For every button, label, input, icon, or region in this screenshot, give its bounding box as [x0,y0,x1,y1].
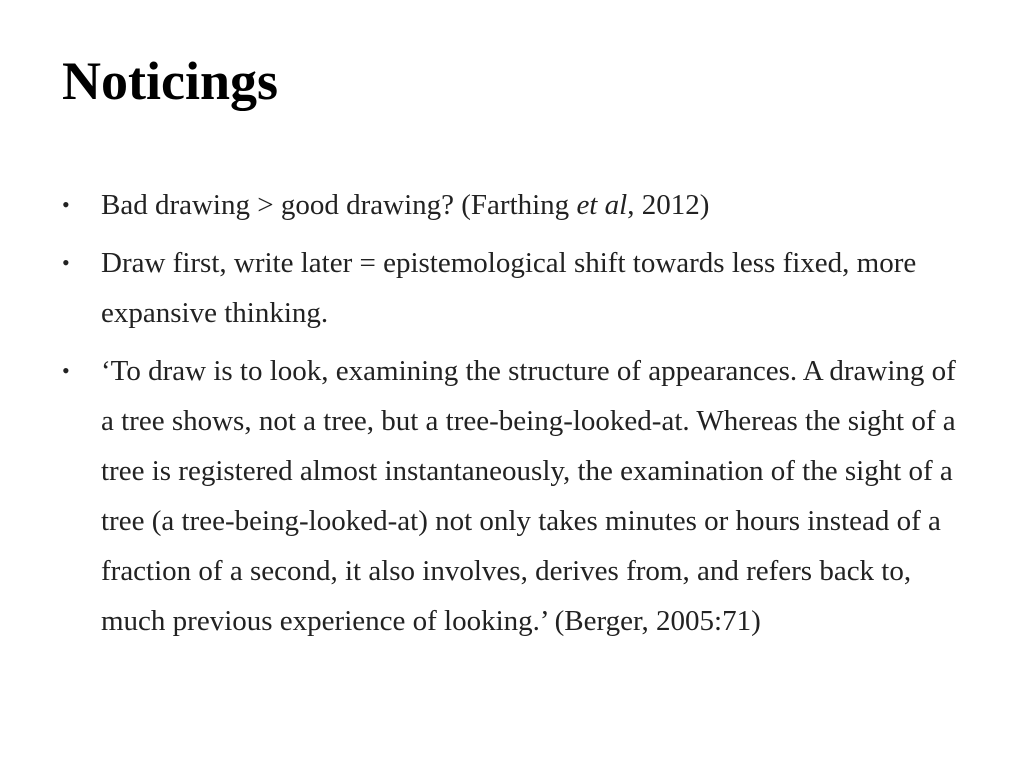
bullet-3-text: ‘To draw is to look, examining the structure of appearances. A drawing of a tree shows, not a tree, but a tree-being-looked-at. Whereas the sight of a tree is registered almost instantaneously, the examination of the sight of a tree (a tree-being-looked-at) not only takes minutes or hours instead of a fraction of a second, it also involves, derives from, and refers back to, much previous experience of looking.’ (Berger, 2005:71) [101,355,956,637]
bullet-item-1 [62,180,972,230]
bullet-dot-icon: • [62,250,70,275]
slide-title: Noticings [62,51,278,111]
bullet-item-3 [62,346,972,646]
bullet-2-text: Draw first, write later = epistemological shift towards less fixed, more expansive thinking. [101,247,917,329]
bullet-dot-icon: • [62,192,70,217]
bullet-item-2 [62,238,972,338]
bullet-list [62,180,972,654]
bullet-1-italic: et al [576,189,628,221]
bullet-1-text-before: Bad drawing > good drawing? (Farthing [101,189,577,221]
bullet-dot-icon: • [62,358,70,383]
bullet-1-text-after: , 2012) [627,189,710,221]
